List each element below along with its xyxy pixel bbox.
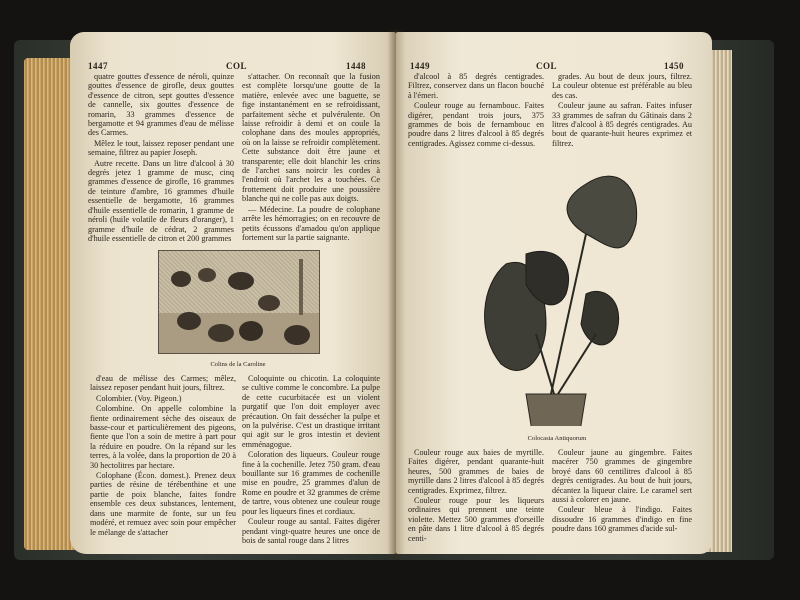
right-col2-top xyxy=(552,72,692,149)
bird xyxy=(198,268,216,282)
stem xyxy=(558,334,596,394)
bird xyxy=(208,324,234,342)
bird xyxy=(284,325,310,345)
right-inner-page-number: 1449 xyxy=(410,61,430,71)
right-page-number: 1450 xyxy=(664,61,684,71)
paragraph: Coloquinte ou chicotin. La coloquinte se cultive comme le concombre. La pulpe de cette cucurbitacée est un violent purgatif que l'on doit employer avec précaution. On fait dessécher la pulpe et on la pulvérise. C'est un drastique irritant qui agit sur le gros intestin et devient emménagogue. xyxy=(242,374,380,449)
bird xyxy=(177,312,201,330)
paragraph: Couleur rouge au fernambouc. Faites digérer, pendant trois jours, 375 grammes de bois de fernambouc en poudre dans 2 litres d'alcool à 85 degrés centigrades. Agissez comme ci-dessus. xyxy=(408,101,544,148)
left-figure-caption: Colins de la Caroline xyxy=(210,361,266,368)
paragraph: d'eau de mélisse des Carmes; mêlez, laissez reposer pendant huit jours, filtrez. xyxy=(90,374,236,393)
left-col1-bottom xyxy=(90,374,236,538)
right-col2-bottom xyxy=(552,448,692,535)
paragraph: Couleur jaune au gingembre. Faites macérer 750 grammes de gingembre broyé dans 60 centilitres d'alcool à 85 degrés centigrades. Au bout de huit jours, décantez la liqueur claire. Le caramel sert aussi à colorer en jaune. xyxy=(552,448,692,505)
right-col1-bottom xyxy=(408,448,544,544)
left-page xyxy=(70,32,396,554)
bird xyxy=(228,272,254,290)
flower-pot xyxy=(526,394,586,426)
post xyxy=(299,259,303,315)
left-col1-top xyxy=(88,72,234,244)
left-col2-top xyxy=(242,72,380,243)
paragraph: Colombine. On appelle colombine la fiente ordinairement sèche des oiseaux de basse-cour et particulièrement des pigeons, fiente que l'on a soin de mettre à part pour la réduire en poudre. On la répand sur les terres, à la volée, dans la proportion de 20 à 30 hectolitres par hectare. xyxy=(90,404,236,470)
paragraph: grades. Au bout de deux jours, filtrez. La couleur obtenue est préférable au bleu des cas. xyxy=(552,72,692,100)
bird xyxy=(171,271,191,287)
right-page xyxy=(396,32,712,554)
paragraph: Couleur jaune au safran. Faites infuser 33 grammes de safran du Gâtinais dans 2 litres d'alcool à 85 degrés centigrades. Au bout de quarante-huit heures exprimez et filtrez. xyxy=(552,101,692,148)
stem xyxy=(536,334,554,394)
paragraph: Mêlez le tout, laissez reposer pendant une semaine, filtrez au papier Joseph. xyxy=(88,138,234,158)
left-page-number: 1447 xyxy=(88,61,108,71)
paragraph: Autre recette. Dans un litre d'alcool à 30 degrés jetez 1 gramme de musc, cinq grammes d'essence de girofle, 16 grammes de teinture d'ambre, 16 grammes d'huile essentielle de bergamotte, 16 grammes d'huile essentielle de romarin, 1 gramme de néroli (huile volatile de fleurs d'oranger), 1 gramme d'huile de cédrat, 2 grammes d'huile essentielle de citron et 200 grammes xyxy=(88,158,234,243)
paragraph: Colombier. (Voy. Pigeon.) xyxy=(96,393,182,403)
paragraph: d'alcool à 85 degrés centigrades. Filtrez, conservez dans un flacon bouché à l'émeri. xyxy=(408,72,544,100)
bird xyxy=(258,295,280,311)
left-inner-page-number: 1448 xyxy=(346,61,366,71)
left-col2-bottom xyxy=(242,374,380,546)
paragraph: Couleur rouge au santal. Faites digérer pendant vingt-quatre heures une once de bois de santal rouge dans 2 litres xyxy=(242,517,380,545)
right-col1-top xyxy=(408,72,544,149)
paragraph: s'attacher. On reconnaît que la fusion est complète lorsqu'une goutte de la matière, enlevée avec une baguette, se fige instantanément en se refroidissant, parfaitement sèche et pulvérulente. On laisse refroidir à demi et on coule la colophane dans des moules appropriés, où on la laisse se refroidir complètement. Cette substance doit être jaune et transparente; elle doit blanchir les crins de l'archet sans noircir les cordes à l'endroit où l'archet les a touchées. Ce frottement doit produire une poussière blanche qui ne colle pas aux doigts. xyxy=(242,72,380,204)
left-running-head: COL xyxy=(226,61,248,71)
paragraph: Couleur rouge aux baies de myrtille. Faites digérer, pendant quarante-huit heures, 500 grammes de baies de myrtille dans 2 litres d'alcool à 85 degrés centigrades. Exprimez, filtrez. xyxy=(408,448,544,495)
right-leaf xyxy=(581,291,619,345)
paragraph: Couleur bleue à l'indigo. Faites dissoudre 16 grammes d'indigo en fine poudre dans 160 grammes d'acide sul- xyxy=(552,505,692,534)
bird xyxy=(239,321,263,341)
paragraph: Couleur rouge pour les liqueurs ordinaires qui prennent une teinte violette. Mettez 500 grammes d'orseille en pâte dans 1 litre d'alcool à 85 degrés centi- xyxy=(408,496,544,543)
plant-illustration xyxy=(466,144,646,426)
colocasia-engraving xyxy=(466,144,646,426)
birds-illustration xyxy=(159,251,319,353)
right-running-head: COL xyxy=(536,61,558,71)
right-figure-caption: Colocasia Antiquorum xyxy=(527,435,587,442)
quail-engraving xyxy=(158,250,320,354)
paragraph: Colophane (Écon. domest.). Prenez deux parties de résine de térébenthine et une partie de poix blanche, faites fondre ensemble ces deux substances, lentement, dans une marmite de fonte, sur un feu modéré, et remuez avec soin pour empêcher le mélange de s'attacher xyxy=(90,471,236,537)
paragraph: Coloration des liqueurs. Couleur rouge fine à la cochenille. Jetez 750 gram. d'eau bouillante sur 16 grammes de cochenille mise en poudre, 25 grammes d'alun de Rome en poudre et 32 grammes de crème de tartre, vous obtenez une couleur rouge pour les liqueurs fines et cordiaux. xyxy=(242,450,380,516)
paragraph: — Médecine. La poudre de colophane arrête les hémorragies; on en recouvre de petits écussons d'amadou qu'on applique fortement sur la partie saignante. xyxy=(242,204,380,242)
paragraph: quatre gouttes d'essence de néroli, quinze gouttes d'essence de girofle, deux gouttes d'essence de citron, sept gouttes d'essence de cannelle, six gouttes d'essence de romarin, 33 grammes d'essence de bergamotte et 94 grammes d'eau de mélisse des Carmes. xyxy=(88,72,234,138)
page-edges-left xyxy=(24,58,76,550)
large-leaf xyxy=(567,176,637,248)
